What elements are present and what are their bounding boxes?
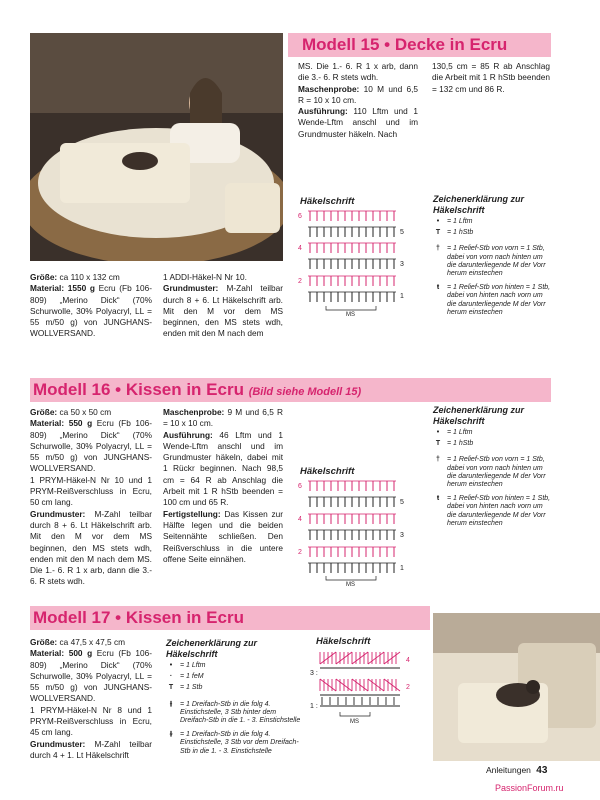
m16-exec-label: Ausführung: xyxy=(163,429,213,440)
single-crochet-icon: · xyxy=(169,673,173,681)
m15-legend-item xyxy=(433,284,551,317)
m15-col1 xyxy=(30,272,152,340)
m16-gauge-label: Maschenprobe: xyxy=(163,407,225,417)
footer-section: Anleitungen xyxy=(486,765,531,775)
m15-text: MS. Die 1.- 6. R 1 x arb, dann die 3.- 6. R stets wdh. xyxy=(298,61,418,83)
m16-row-label: 5 xyxy=(400,499,404,506)
m15-row-label: 6 xyxy=(298,213,302,220)
chain-stitch-icon: • xyxy=(436,429,440,436)
m16-row-label: 2 xyxy=(298,549,302,556)
m15-col4 xyxy=(432,61,550,95)
m15-row-label: 4 xyxy=(298,245,302,252)
m15-legend-item xyxy=(433,218,551,226)
m15-row-label: 1 xyxy=(400,293,404,300)
photo-model-15 xyxy=(30,33,283,261)
m15-material: Ecru (Fb 106-809) „Merino Dick“ (70% Schurwolle, 30% Polyacryl, LL = 55 m/50 g) von JUNGHANS-WOLLVERSAND. xyxy=(30,283,152,339)
photo-illustration-17 xyxy=(433,613,600,761)
m16-legend-text: = 1 Relief-Stb von hinten = 1 Stb, dabei von hinten nach vorn um die darunterliegende M der Vorr herum einstechen xyxy=(447,495,551,527)
m16-row-label: 3 xyxy=(400,532,404,539)
m17-row-label: 3 : xyxy=(310,670,318,677)
m15-material-qty: 1550 g xyxy=(67,283,95,294)
m15-row-label: 2 xyxy=(298,278,302,285)
m16-legend-text: = 1 Lftm xyxy=(447,429,473,436)
m17-size: ca 47,5 x 47,5 cm xyxy=(59,637,126,647)
banner-model-16 xyxy=(30,378,551,402)
m15-col3 xyxy=(298,61,418,140)
m17-size-label: Größe: xyxy=(30,637,58,647)
m15-legend xyxy=(433,194,551,317)
watermark: PassionForum.ru xyxy=(495,783,564,793)
m16-legend-text: = 1 Relief-Stb von vorn = 1 Stb, dabei von vorn nach hinten um die darunterliegende M der Vorr herum einstechen xyxy=(447,456,546,489)
m17-legend-item xyxy=(166,731,301,756)
m16-row-label: 6 xyxy=(298,483,302,490)
m17-ms-label: MS xyxy=(350,719,359,725)
m16-finish-label: Fertigstellung: xyxy=(163,508,221,519)
m15-exec-label: Ausführung: xyxy=(298,106,348,117)
m15-size: ca 110 x 132 cm xyxy=(59,272,120,282)
m17-legend-text: = 1 Dreifach-Stb in die folg 4. Einstichstelle, 3 Stb vor dem Dreifach-Stb in die 1. - 3. Einstichstelle xyxy=(180,731,299,755)
page-number: 43 xyxy=(536,765,548,776)
m17-row-label: 2 xyxy=(406,684,410,691)
m15-legend-item xyxy=(433,229,551,237)
m16-col2 xyxy=(163,407,283,565)
m16-legend-item xyxy=(433,456,551,489)
m16-material-label: Material: xyxy=(30,418,65,429)
m17-legend xyxy=(166,638,301,756)
m15-stitches xyxy=(310,211,394,302)
m16-gauge: 9 M und 6,5 R = 10 x 10 cm. xyxy=(163,407,283,429)
m17-legend-text: = 1 Dreifach-Stb in die folg 4. Einstichstelle, 3 Stb hinter dem Dreifach-Stb in die 1. - 3. Einstichstelle xyxy=(180,700,301,725)
photo-model-17 xyxy=(433,613,600,761)
m15-legend-item xyxy=(433,245,551,278)
m16-row-label: 4 xyxy=(298,516,302,523)
m16-legend-item xyxy=(433,495,551,528)
m17-hook: 1 PRYM-Häkel-N Nr 8 und 1 PRYM-Reißverschluss in Ecru, 45 cm lang. xyxy=(30,704,152,738)
m15-repeat-bracket xyxy=(326,306,376,310)
m15-crochet-chart xyxy=(296,208,416,318)
m17-row-label: 4 xyxy=(406,657,410,664)
m17-col1 xyxy=(30,637,152,761)
m16-chart-title: Häkelschrift xyxy=(300,466,355,477)
banner-model-15 xyxy=(288,33,551,57)
model-16-title-text: Modell 16 • Kissen in Ecru xyxy=(33,380,244,399)
m17-legend-item xyxy=(166,684,301,692)
m17-cross-stitches xyxy=(320,652,400,706)
m15-legend-heading: Zeichenerklärung zur Häkelschrift xyxy=(433,194,525,215)
m15-gauge: 10 M und 6,5 R = 10 x 10 cm. xyxy=(298,83,418,105)
m17-material: Ecru (Fb 106-809) „Merino Dick“ (70% Schurwolle, 30% Polyacryl, LL = 55 m/50 g) von JUNGHANS-WOLLVERSAND. xyxy=(30,648,153,704)
front-post-icon: † xyxy=(436,456,440,464)
banner-model-17 xyxy=(30,606,430,630)
m16-stitches xyxy=(310,481,394,573)
m16-material: Ecru (Fb 106-809) „Merino Dick“ (70% Schurwolle, 30% Polyacryl, LL = 55 m/50 g) von JUNGHANS-WOLLVERSAND. xyxy=(30,418,153,474)
m17-legend-text: = 1 Lftm xyxy=(180,662,206,669)
m15-row-label: 3 xyxy=(400,261,404,268)
model-17-title: Modell 17 • Kissen in Ecru xyxy=(33,608,244,627)
m15-material-label: Material: xyxy=(30,283,65,294)
back-post-icon: ŧ xyxy=(436,495,440,503)
m16-col1 xyxy=(30,407,152,588)
m16-legend-item xyxy=(433,440,551,448)
m16-pattern: M-Zahl teilbar durch 8 + 6. Lt Häkelschrift arb. Mit den M vor dem MS beginnen, den MS stets wdh, enden mit den M nach dem MS. Die 1.- 6. R 1 x arb, dann die 3.- 6. R stets wdh. xyxy=(30,508,153,587)
m17-chart-title: Häkelschrift xyxy=(316,636,371,647)
m17-pattern-label: Grundmuster: xyxy=(30,738,86,749)
m17-repeat-bracket xyxy=(340,712,370,716)
front-post-icon: † xyxy=(436,245,440,253)
m17-row-label: 1 : xyxy=(310,703,318,710)
chain-stitch-icon: • xyxy=(436,218,440,225)
m15-text-end: 130,5 cm = 85 R ab Anschlag die Arbeit mit 1 R hStb beenden = 132 cm und 86 R. xyxy=(432,61,550,94)
cross-front-icon: ⫳ xyxy=(169,731,173,739)
m16-legend-heading: Zeichenerklärung zur Häkelschrift xyxy=(433,405,525,426)
m15-size-label: Größe: xyxy=(30,272,58,282)
m16-legend-item xyxy=(433,429,551,437)
m17-legend-item xyxy=(166,701,301,726)
m15-legend-text: = 1 Lftm xyxy=(447,218,473,225)
m15-gauge-label: Maschenprobe: xyxy=(298,83,360,94)
m15-col2 xyxy=(163,272,283,340)
m15-legend-text: = 1 Relief-Stb von hinten = 1 Stb, dabei von hinten nach vorn um die darunterliegende M der Vorr herum einstechen xyxy=(447,284,551,316)
cross-behind-icon: ⫲ xyxy=(169,700,173,708)
double-crochet-icon: T xyxy=(168,684,174,692)
m16-material-qty: 550 g xyxy=(68,418,93,429)
m17-pattern: M-Zahl teilbar durch 4 + 1. Lt Häkelschrift xyxy=(30,738,153,760)
m17-legend-heading: Zeichenerklärung zur Häkelschrift xyxy=(166,638,258,659)
m16-repeat-bracket xyxy=(326,576,376,580)
model-16-title xyxy=(33,380,361,400)
m16-legend xyxy=(433,405,551,528)
m16-row-label: 1 xyxy=(400,565,404,572)
m17-legend-text: = 1 Stb xyxy=(180,684,203,692)
m15-ms-label: MS xyxy=(346,312,355,318)
m17-material-qty: 500 g xyxy=(68,648,93,659)
footer xyxy=(486,765,547,776)
photo-illustration xyxy=(30,33,283,261)
m17-legend-item xyxy=(166,662,301,670)
m15-pattern: M-Zahl teilbar durch 8 + 6. Lt Häkelschrift arb. Mit den M vor dem MS beginnen, den MS stets wdh, enden mit den M nach dem xyxy=(163,283,284,339)
m15-chart-title: Häkelschrift xyxy=(300,196,355,207)
m17-legend-item xyxy=(166,673,301,681)
back-post-icon: ŧ xyxy=(436,284,440,292)
m15-row-label: 5 xyxy=(400,229,404,236)
m15-exec: 110 Lftm und 1 Wende-Lftm anschl und im Grundmuster häkeln. Nach xyxy=(298,106,418,139)
m17-legend-text: = 1 feM xyxy=(180,673,204,681)
m15-legend-text: = 1 hStb xyxy=(447,229,474,237)
m16-ms-label: MS xyxy=(346,582,355,588)
m15-legend-text: = 1 Relief-Stb von vorn = 1 Stb, dabei von vorn nach hinten um die darunterliegende M der Vorr herum einstechen xyxy=(447,245,546,278)
model-15-title: Modell 15 • Decke in Ecru xyxy=(302,35,508,54)
half-double-icon: T xyxy=(435,440,441,448)
m16-exec: 46 Lftm und 1 Wende-Lftm anschl und im Grundmuster häkeln, dabei mit 1 Rückr beginnen. Nach 98,5 cm = 64 R ab Anschlag die Arbeit mit 1 R hStb beenden = 100 cm und 65 R. xyxy=(163,429,283,508)
m16-size-label: Größe: xyxy=(30,407,58,417)
chain-stitch-icon: • xyxy=(169,662,173,669)
m16-legend-text: = 1 hStb xyxy=(447,440,474,448)
m16-crochet-chart xyxy=(296,478,416,588)
m15-hook: 1 ADDI-Häkel-N Nr 10. xyxy=(163,272,247,282)
m16-hook: 1 PRYM-Häkel-N Nr 10 und 1 PRYM-Reißverschluss in Ecru, 50 cm lang. xyxy=(30,474,152,508)
m16-finish: Das Kissen zur Hälfte legen und die beiden Seitennähte schließen. Den Reißverschluss in die untere offene Seite einnähen. xyxy=(163,508,283,564)
m16-pattern-label: Grundmuster: xyxy=(30,508,86,519)
m15-pattern-label: Grundmuster: xyxy=(163,283,219,294)
half-double-icon: T xyxy=(435,229,441,237)
m17-material-label: Material: xyxy=(30,648,65,659)
m17-crochet-chart xyxy=(310,648,420,728)
m16-size: ca 50 x 50 cm xyxy=(59,407,112,417)
model-16-ref: (Bild siehe Modell 15) xyxy=(248,386,362,398)
